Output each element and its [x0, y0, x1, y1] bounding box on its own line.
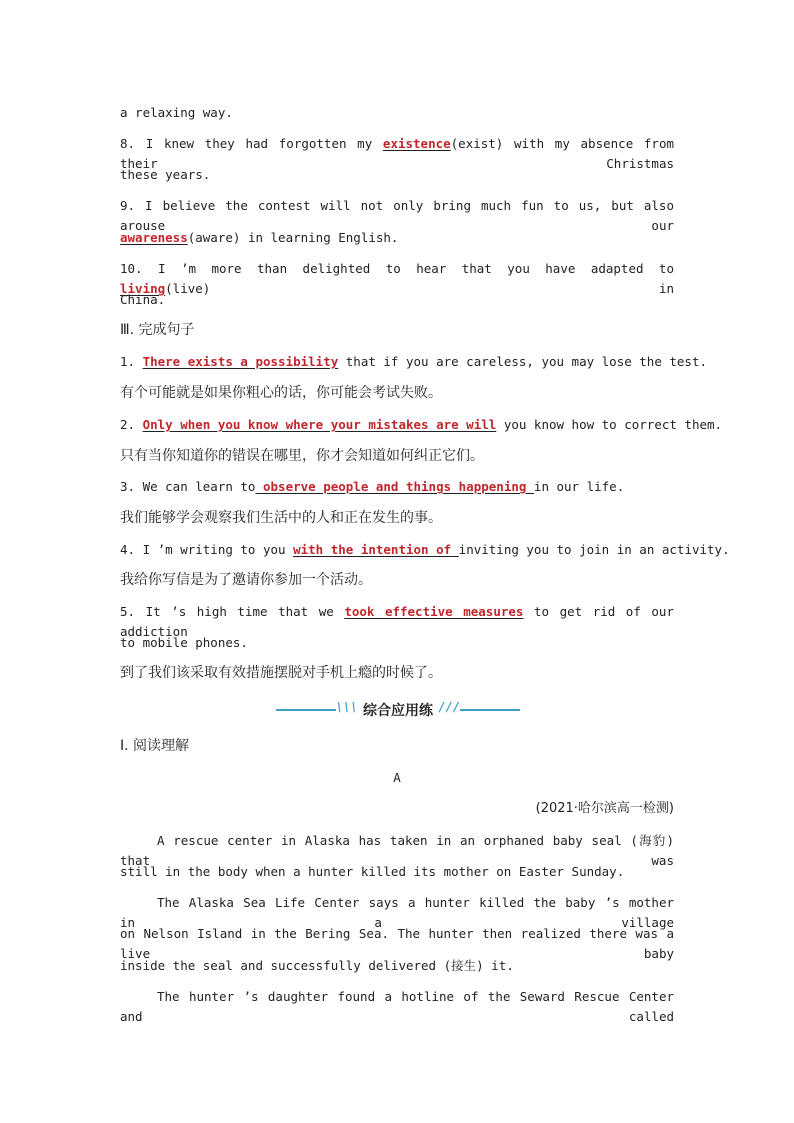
passage-p1-line1: A rescue center in Alaska has taken in an orphaned baby seal (海豹) that was — [120, 833, 674, 868]
section-3-title: Ⅲ. 完成句子 — [120, 322, 195, 338]
sentence-3-cn: 我们能够学会观察我们生活中的人和正在发生的事。 — [120, 510, 442, 526]
question-8-line2: these years. — [120, 167, 211, 182]
question-10-line2: China. — [120, 292, 166, 307]
sentence-2-cn: 只有当你知道你的错误在哪里，你才会知道如何纠正它们。 — [120, 448, 484, 464]
sentence-4-cn: 我给你写信是为了邀请你参加一个活动。 — [120, 572, 372, 588]
divider-title: 综合应用练 — [363, 703, 433, 719]
question-8: 8. I knew they had forgotten my existence(exist) with my absence from their Christmas — [120, 136, 674, 171]
answer-s5: took effective measures — [344, 604, 524, 619]
q7-tail: a relaxing way. — [120, 105, 233, 120]
passage-p3-line1: The hunter ’s daughter found a hotline of the Seward Rescue Center and called — [120, 989, 674, 1024]
divider-deco-right: /// — [438, 700, 460, 714]
answer-s2: Only when you know where your mistakes are will — [142, 417, 497, 432]
question-9: 9. I believe the contest will not only bring much fun to us, but also arouse our — [120, 198, 674, 233]
divider-line-right — [460, 709, 520, 711]
question-9-line2: awareness(aware) in learning English. — [120, 230, 399, 245]
source-note: (2021·哈尔滨高一检测) — [535, 801, 674, 816]
sentence-3: 3. We can learn to observe people and things happening in our life. — [120, 479, 625, 494]
answer-s3: observe people and things happening — [255, 479, 534, 494]
part-1-title: Ⅰ. 阅读理解 — [120, 738, 190, 754]
passage-p1-line2: still in the body when a hunter killed its mother on Easter Sunday. — [120, 864, 625, 879]
answer-9: awareness — [120, 230, 188, 245]
passage-p2-line1: The Alaska Sea Life Center says a hunter killed the baby ’s mother in a village — [120, 895, 674, 930]
answer-s4: with the intention of — [293, 542, 459, 557]
sentence-5-cn: 到了我们该采取有效措施摆脱对手机上瘾的时候了。 — [120, 665, 442, 681]
section-divider — [276, 700, 520, 720]
divider-deco-left: \\\ — [336, 700, 358, 714]
answer-10: living — [120, 281, 166, 296]
passage-p2-line2: on Nelson Island in the Bering Sea. The hunter then realized there was a live baby — [120, 926, 674, 961]
question-10: 10. I ’m more than delighted to hear that you have adapted to living(live) in — [120, 261, 674, 296]
passage-letter: A — [393, 770, 401, 785]
passage-p2-line3: inside the seal and successfully delivered (接生) it. — [120, 958, 514, 973]
sentence-5-line2: to mobile phones. — [120, 635, 248, 650]
sentence-5: 5. It ’s high time that we took effective measures to get rid of our addiction — [120, 604, 674, 639]
answer-8: existence — [382, 136, 451, 151]
answer-s1: There exists a possibility — [142, 354, 339, 369]
sentence-1-cn: 有个可能就是如果你粗心的话，你可能会考试失败。 — [120, 385, 442, 401]
sentence-1: 1. There exists a possibility that if you are careless, you may lose the test. — [120, 354, 708, 369]
sentence-4: 4. I ’m writing to you with the intention of inviting you to join in an activity. — [120, 542, 730, 557]
sentence-2: 2. Only when you know where your mistakes are will you know how to correct them. — [120, 417, 723, 432]
